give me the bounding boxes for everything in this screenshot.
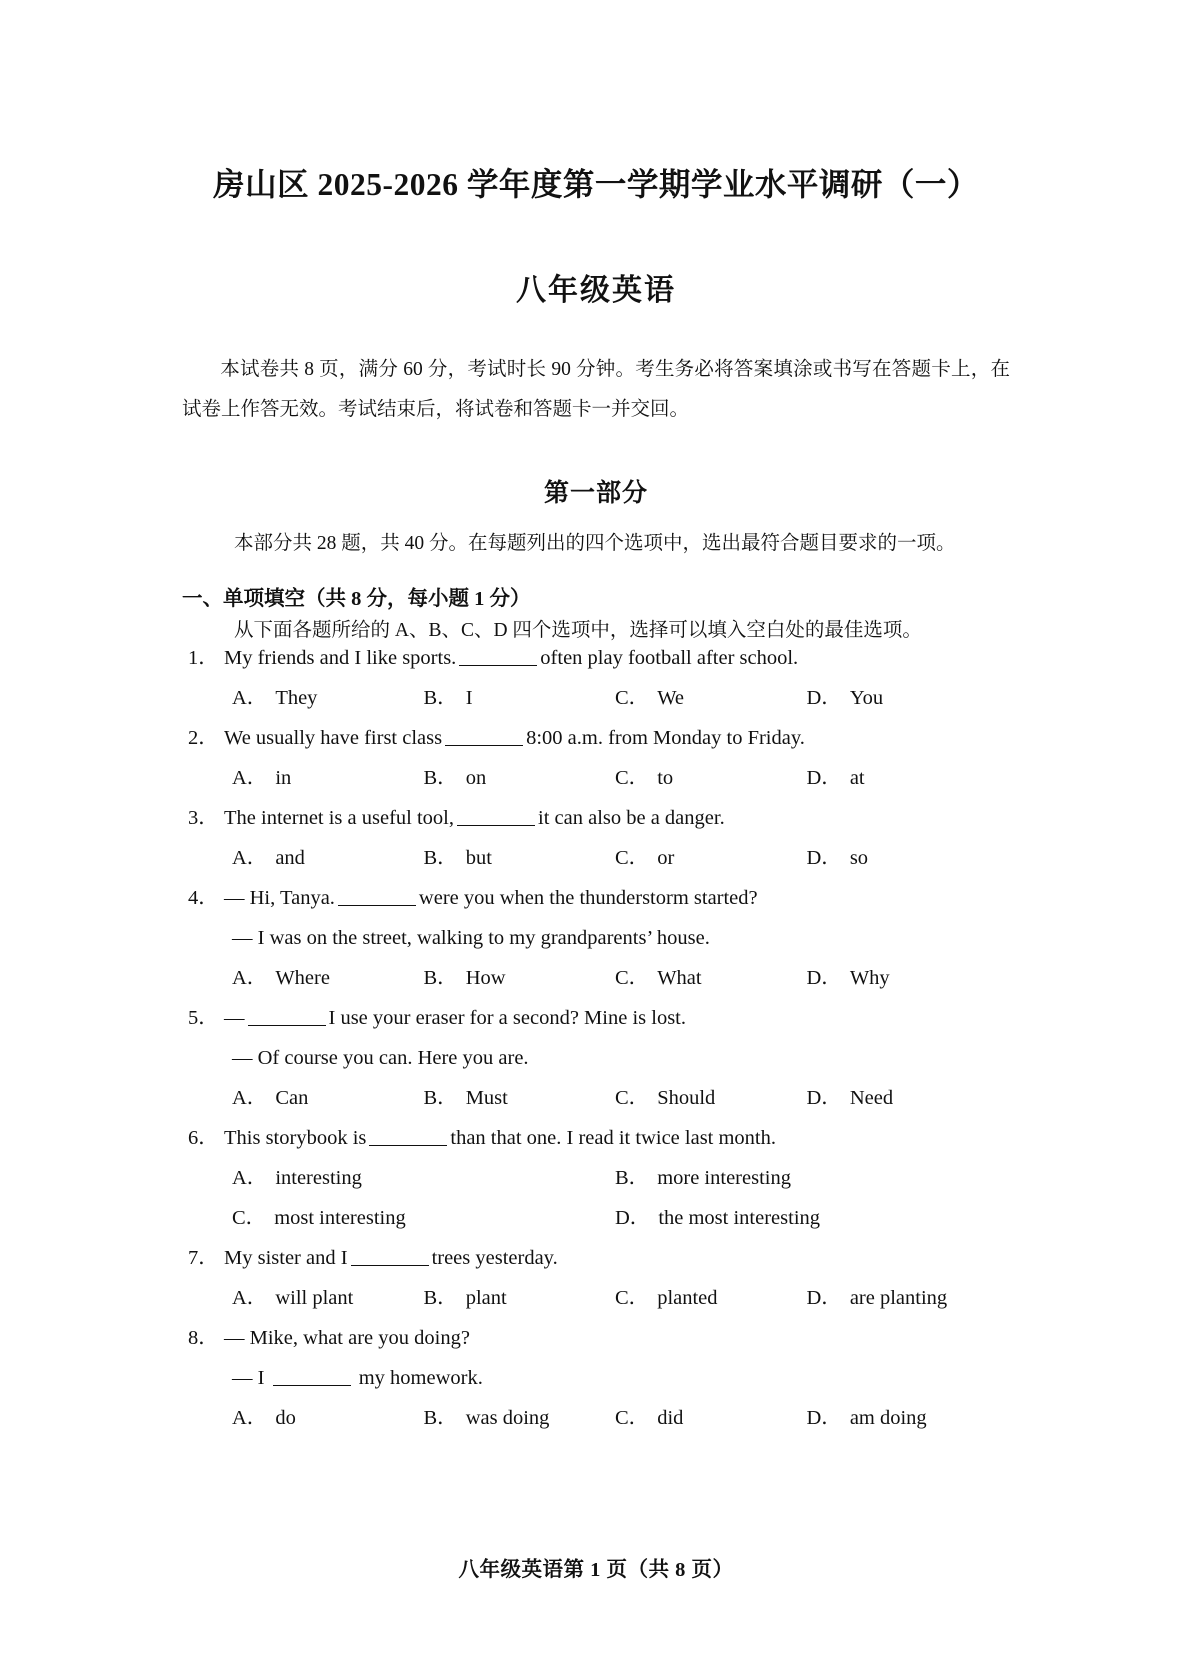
answer-blank[interactable]: [369, 1125, 447, 1147]
question-stem: [188, 718, 998, 758]
answer-blank[interactable]: [457, 805, 535, 827]
question-number: 7．: [188, 1247, 219, 1269]
question-number: 3．: [188, 807, 219, 829]
exam-notice-text: 本试卷共 8 页，满分 60 分，考试时长 90 分钟。考生务必将答案填涂或书写在答题卡上，在试卷上作答无效。考试结束后，将试卷和答题卡一并交回。: [182, 358, 1010, 420]
option-label: D．: [806, 767, 842, 789]
option-label: A．: [232, 1167, 268, 1189]
question-stem: [188, 878, 998, 918]
page-subtitle: 八年级英语: [516, 273, 676, 307]
option-text: to: [657, 767, 674, 789]
exam-notice: [182, 350, 1010, 430]
option-choice[interactable]: [232, 958, 424, 998]
question-item: [188, 638, 998, 718]
question-stem-after: it can also be a danger.: [538, 807, 725, 829]
option-choice[interactable]: [615, 678, 807, 718]
option-label: B．: [423, 847, 458, 869]
option-label: A．: [232, 687, 268, 709]
option-label: D．: [806, 967, 842, 989]
answer-blank[interactable]: [273, 1365, 351, 1387]
option-label: A．: [232, 847, 268, 869]
section-heading: 一、单项填空（共 8 分，每小题 1 分）: [182, 588, 531, 611]
option-label: B．: [615, 1167, 650, 1189]
question-stem: [188, 1118, 998, 1158]
question-stem-before: My friends and I like sports.: [224, 647, 457, 669]
option-label: B．: [423, 1407, 458, 1429]
option-text: How: [465, 967, 506, 989]
question-number: 1．: [188, 647, 219, 669]
question-item: [188, 998, 998, 1118]
option-label: C．: [232, 1207, 267, 1229]
option-choice[interactable]: [807, 678, 999, 718]
option-row: [188, 1278, 998, 1318]
option-row: [188, 958, 998, 998]
question-number: 2．: [188, 727, 219, 749]
option-text: so: [849, 847, 869, 869]
question-stem-continuation: — Of course you can. Here you are.: [232, 1047, 529, 1069]
option-choice[interactable]: [232, 1278, 424, 1318]
part-heading: 第一部分: [543, 480, 648, 507]
continuation-after: my homework.: [353, 1367, 483, 1389]
question-stem-before: This storybook is: [224, 1127, 367, 1149]
option-label: C．: [615, 967, 650, 989]
question-stem-before: —: [224, 1007, 245, 1029]
question-number: 8．: [188, 1327, 219, 1349]
option-choice[interactable]: [232, 678, 424, 718]
option-label: A．: [232, 767, 268, 789]
question-stem-before: We usually have first class: [224, 727, 443, 749]
option-text: They: [275, 687, 318, 709]
answer-blank[interactable]: [459, 645, 537, 667]
question-stem-after: trees yesterday.: [431, 1247, 558, 1269]
option-row: [188, 1398, 998, 1438]
option-row: [188, 838, 998, 878]
question-stem: [188, 998, 998, 1038]
option-text: We: [657, 687, 684, 709]
question-number: 6．: [188, 1127, 219, 1149]
option-choice[interactable]: [232, 1078, 424, 1118]
option-text: will plant: [275, 1287, 354, 1309]
question-stem-continuation: [188, 1358, 998, 1398]
question-stem-before: — Hi, Tanya.: [224, 887, 335, 909]
option-label: A．: [232, 1287, 268, 1309]
option-label: D．: [615, 1207, 651, 1229]
question-stem: [188, 1318, 998, 1358]
page-footer: 八年级英语第 1 页（共 8 页）: [458, 1559, 734, 1581]
option-label: C．: [615, 687, 650, 709]
option-text: do: [275, 1407, 296, 1429]
question-stem-after: often play football after school.: [540, 647, 799, 669]
question-item: [188, 1318, 998, 1438]
option-choice[interactable]: [615, 958, 807, 998]
option-label: B．: [423, 1287, 458, 1309]
option-text: are planting: [849, 1287, 948, 1309]
option-text: You: [849, 687, 884, 709]
option-choice[interactable]: [615, 1398, 807, 1438]
option-choice[interactable]: [615, 1198, 998, 1238]
option-text: but: [465, 847, 492, 869]
option-text: or: [657, 847, 675, 869]
option-choice[interactable]: [232, 1398, 424, 1438]
question-item: [188, 878, 998, 998]
option-text: What: [657, 967, 702, 989]
answer-blank[interactable]: [445, 725, 523, 747]
option-text: am doing: [849, 1407, 927, 1429]
option-label: A．: [232, 967, 268, 989]
option-choice[interactable]: [424, 758, 616, 798]
option-row: [188, 1198, 998, 1238]
option-text: plant: [465, 1287, 507, 1309]
option-choice[interactable]: [424, 1278, 616, 1318]
option-row: [188, 678, 998, 718]
option-choice[interactable]: [615, 758, 807, 798]
option-label: C．: [615, 1087, 650, 1109]
option-choice[interactable]: [232, 1158, 615, 1198]
option-label: B．: [423, 967, 458, 989]
option-choice[interactable]: [807, 838, 999, 878]
question-stem-before: — Mike, what are you doing?: [224, 1327, 470, 1349]
option-label: C．: [615, 1287, 650, 1309]
option-text: interesting: [275, 1167, 362, 1189]
continuation-before: — I: [232, 1367, 270, 1389]
question-item: [188, 1118, 998, 1238]
option-label: D．: [806, 1087, 842, 1109]
option-choice[interactable]: [424, 1398, 616, 1438]
question-stem-after: were you when the thunderstorm started?: [418, 887, 758, 909]
option-text: Need: [849, 1087, 894, 1109]
option-choice[interactable]: [424, 958, 616, 998]
part-note-text: 本部分共 28 题，共 40 分。在每题列出的四个选项中，选出最符合题目要求的一项。: [234, 532, 956, 554]
section-note-text: 从下面各题所给的 A、B、C、D 四个选项中，选择可以填入空白处的最佳选项。: [234, 619, 922, 641]
question-number: 5．: [188, 1007, 219, 1029]
question-stem-after: than that one. I read it twice last month.: [450, 1127, 777, 1149]
option-text: I: [465, 687, 473, 709]
option-row: [188, 1078, 998, 1118]
question-stem: [188, 638, 998, 678]
page-title: 房山区 2025-2026 学年度第一学期学业水平调研（一）: [213, 167, 979, 202]
option-choice[interactable]: [615, 838, 807, 878]
question-number: 4．: [188, 887, 219, 909]
option-choice[interactable]: [424, 678, 616, 718]
option-choice[interactable]: [615, 1078, 807, 1118]
option-label: D．: [806, 1407, 842, 1429]
option-text: in: [275, 767, 292, 789]
option-choice[interactable]: [424, 1078, 616, 1118]
option-row: [188, 1158, 998, 1198]
question-stem: [188, 798, 998, 838]
option-choice[interactable]: [232, 758, 424, 798]
option-text: most interesting: [274, 1207, 406, 1229]
option-text: Can: [275, 1087, 309, 1109]
option-label: D．: [806, 847, 842, 869]
answer-blank[interactable]: [248, 1005, 326, 1027]
option-label: B．: [423, 1087, 458, 1109]
answer-blank[interactable]: [351, 1245, 429, 1267]
part-note: [196, 528, 1011, 560]
option-choice[interactable]: [807, 758, 999, 798]
option-text: Must: [465, 1087, 508, 1109]
option-choice[interactable]: [232, 838, 424, 878]
option-choice[interactable]: [615, 1278, 807, 1318]
question-item: [188, 1238, 998, 1318]
option-text: at: [849, 767, 865, 789]
question-stem: [188, 1238, 998, 1278]
option-label: B．: [423, 687, 458, 709]
question-stem-before: The internet is a useful tool,: [224, 807, 454, 829]
option-text: Where: [275, 967, 330, 989]
option-choice[interactable]: [807, 1278, 999, 1318]
option-label: C．: [615, 1407, 650, 1429]
question-item: [188, 798, 998, 878]
option-choice[interactable]: [807, 1078, 999, 1118]
option-choice[interactable]: [615, 1158, 998, 1198]
question-stem-continuation: — I was on the street, walking to my grandparents’ house.: [232, 927, 710, 949]
option-label: C．: [615, 847, 650, 869]
option-text: on: [465, 767, 487, 789]
option-choice[interactable]: [424, 838, 616, 878]
option-label: D．: [806, 687, 842, 709]
question-stem-before: My sister and I: [224, 1247, 348, 1269]
option-text: Should: [657, 1087, 716, 1109]
option-row: [188, 758, 998, 798]
option-label: C．: [615, 767, 650, 789]
option-choice[interactable]: [807, 958, 999, 998]
option-text: did: [657, 1407, 684, 1429]
option-text: more interesting: [657, 1167, 791, 1189]
question-item: [188, 718, 998, 798]
question-stem-after: I use your eraser for a second? Mine is lost.: [328, 1007, 686, 1029]
question-stem-after: 8:00 a.m. from Monday to Friday.: [526, 727, 805, 749]
option-text: the most interesting: [658, 1207, 821, 1229]
option-choice[interactable]: [807, 1398, 999, 1438]
question-list: [188, 638, 998, 1438]
option-text: Why: [849, 967, 890, 989]
option-label: A．: [232, 1407, 268, 1429]
option-text: was doing: [465, 1407, 550, 1429]
option-label: A．: [232, 1087, 268, 1109]
option-choice[interactable]: [232, 1198, 615, 1238]
option-text: and: [275, 847, 305, 869]
option-label: D．: [806, 1287, 842, 1309]
option-text: planted: [657, 1287, 718, 1309]
answer-blank[interactable]: [338, 885, 416, 907]
option-label: B．: [423, 767, 458, 789]
